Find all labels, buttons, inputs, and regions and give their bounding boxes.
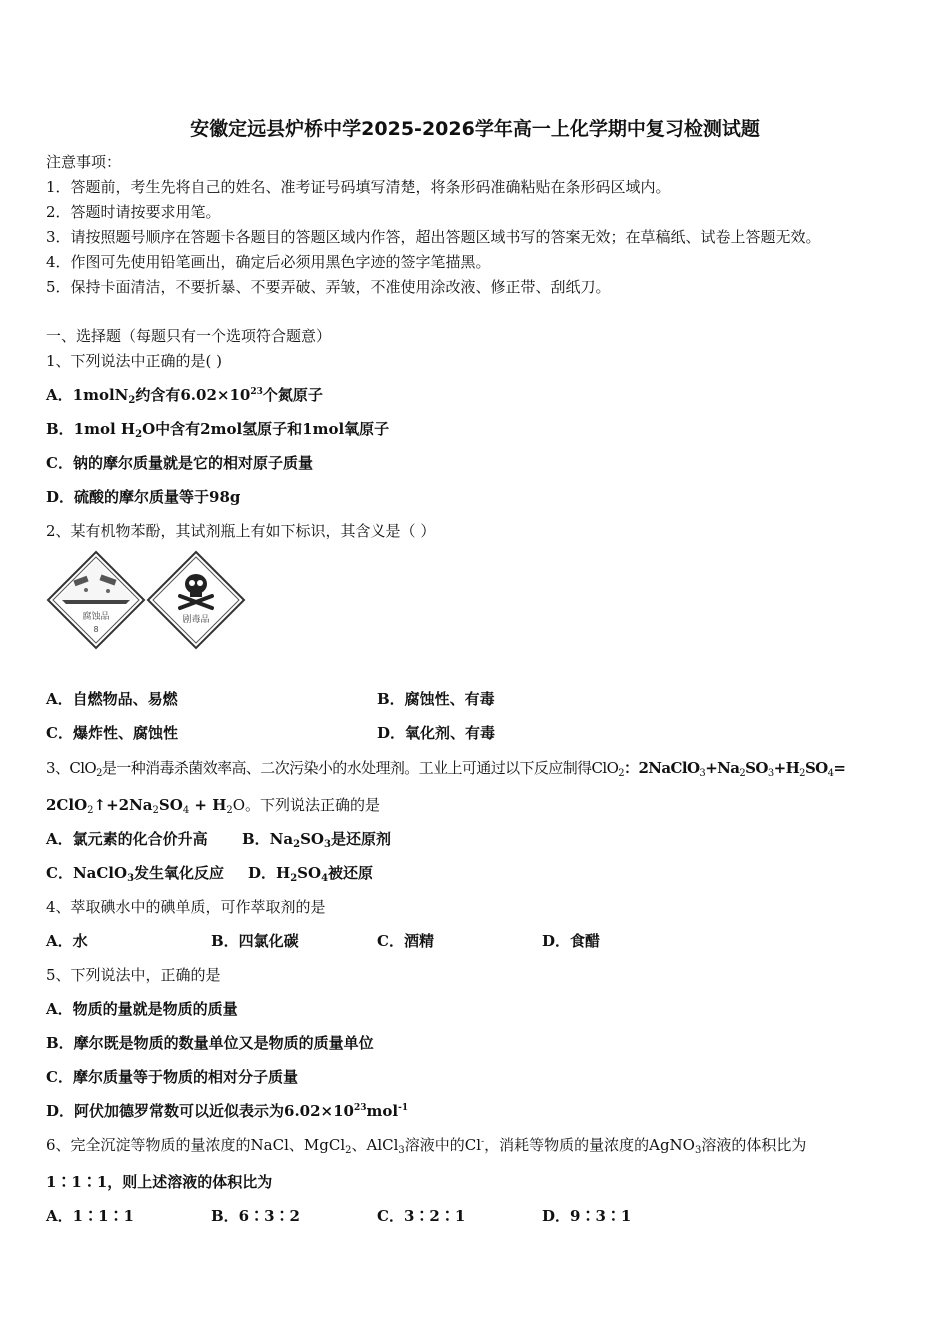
question-2-options-row-1 bbox=[46, 689, 846, 709]
question-5-option-a: A．物质的量就是物质的质量 bbox=[46, 1000, 238, 1018]
section-heading: 一、选择题（每题只有一个选项符合题意） bbox=[46, 327, 332, 345]
question-2-option-c: C．爆炸性、腐蚀性 bbox=[46, 724, 178, 742]
question-2-option-b: B．腐蚀性、有毒 bbox=[377, 690, 495, 708]
question-4-option-d: D．食醋 bbox=[542, 932, 601, 950]
question-6-option-a: A．1∶1∶1 bbox=[46, 1207, 134, 1225]
question-5-option-c: C．摩尔质量等于物质的相对分子质量 bbox=[46, 1068, 298, 1086]
note-item: 5．保持卡面清洁，不要折暴、不要弄破、弄皱，不准使用涂改液、修正带、刮纸刀。 bbox=[46, 278, 611, 296]
question-5-stem: 5、下列说法中，正确的是 bbox=[46, 966, 221, 984]
question-3-option-b: B．$Na_2SO_3$是还原剂 bbox=[242, 830, 391, 850]
question-1-option-b: B．1mol $H_2O$中含有2mol氢原子和1mol氧原子 bbox=[46, 420, 390, 440]
question-1-option-a: A．1molN$_2$约含有$6.02\times 10^{23}$个氮原子 bbox=[46, 386, 323, 406]
question-3-options-row-1 bbox=[46, 829, 846, 849]
note-item: 1．答题前，考生先将自己的姓名、准考证号码填写清楚，将条形码准确粘贴在条形码区域内。 bbox=[46, 178, 671, 196]
question-2-options-row-2 bbox=[46, 723, 846, 743]
corrosive-sign-label: 腐蚀品 bbox=[82, 612, 110, 622]
note-item: 2．答题时请按要求用笔。 bbox=[46, 203, 221, 221]
toxic-hazard-sign bbox=[146, 550, 246, 650]
question-6-option-b: B．6∶3∶2 bbox=[211, 1207, 300, 1225]
question-3-stem-line-2: $2ClO_2↑+2Na_2SO_4 + H_2O$。下列说法正确的是 bbox=[46, 796, 381, 816]
question-4-option-c: C．酒精 bbox=[377, 932, 434, 950]
toxic-sign-label: 剧毒品 bbox=[182, 615, 210, 625]
question-4-options bbox=[46, 931, 846, 951]
question-2-stem: 2、某有机物苯酚，其试剂瓶上有如下标识，其含义是（ ） bbox=[46, 522, 436, 540]
question-3-stem-line-1: 3、ClO$_2$是一种消毒杀菌效率高、二次污染小的水处理剂。工业上可通过以下反应制得ClO$_2$：$2NaClO_3+Na_2SO_3+H_2SO_4=$ bbox=[46, 759, 846, 779]
question-1-stem: 1、下列说法中正确的是( ) bbox=[46, 352, 223, 370]
question-6-stem-line-1: 6、完全沉淀等物质的量浓度的NaCl、MgCl$_2$、AlCl$_3$溶液中的Cl-，消耗等物质的量浓度的AgNO$_3$溶液的体积比为 bbox=[46, 1136, 807, 1156]
notes-heading: 注意事项： bbox=[46, 153, 122, 171]
note-item: 4．作图可先使用铅笔画出，确定后必须用黑色字迹的签字笔描黑。 bbox=[46, 253, 491, 271]
question-5-option-d: D．阿伏加德罗常数可以近似表示为$6.02\times 10^{23}mol^{-1}$ bbox=[46, 1102, 409, 1120]
question-1-option-d: D．硫酸的摩尔质量等于98g bbox=[46, 488, 241, 506]
question-6-option-d: D．9∶3∶1 bbox=[542, 1207, 632, 1225]
question-1-option-c: C．钠的摩尔质量就是它的相对原子质量 bbox=[46, 454, 313, 472]
question-6-options bbox=[46, 1206, 846, 1226]
question-3-option-d: D．$H_2SO_4$被还原 bbox=[248, 864, 374, 884]
question-2-option-d: D．氧化剂、有毒 bbox=[377, 724, 496, 742]
question-4-option-a: A．水 bbox=[46, 932, 88, 950]
question-4-option-b: B．四氯化碳 bbox=[211, 932, 299, 950]
question-6-option-c: C．3∶2∶1 bbox=[377, 1207, 466, 1225]
note-item: 3．请按照题号顺序在答题卡各题目的答题区域内作答，超出答题区域书写的答案无效；在草稿纸、试卷上答题无效。 bbox=[46, 228, 821, 246]
question-5-option-b: B．摩尔既是物质的数量单位又是物质的质量单位 bbox=[46, 1034, 374, 1052]
question-4-stem: 4、萃取碘水中的碘单质，可作萃取剂的是 bbox=[46, 898, 326, 916]
corrosive-hazard-sign bbox=[46, 550, 146, 650]
question-2-option-a: A．自燃物品、易燃 bbox=[46, 690, 178, 708]
question-3-option-c: C．NaClO$_3$发生氧化反应 bbox=[46, 864, 225, 884]
corrosive-sign-class: 8 bbox=[93, 625, 99, 634]
page-title: 安徽定远县炉桥中学2025-2026学年高一上化学期中复习检测试题 bbox=[190, 118, 760, 140]
question-6-stem-line-2: 1∶1∶1，则上述溶液的体积比为 bbox=[46, 1173, 273, 1191]
question-3-options-row-2 bbox=[46, 863, 846, 883]
question-3-option-a: A．氯元素的化合价升高 bbox=[46, 830, 208, 848]
